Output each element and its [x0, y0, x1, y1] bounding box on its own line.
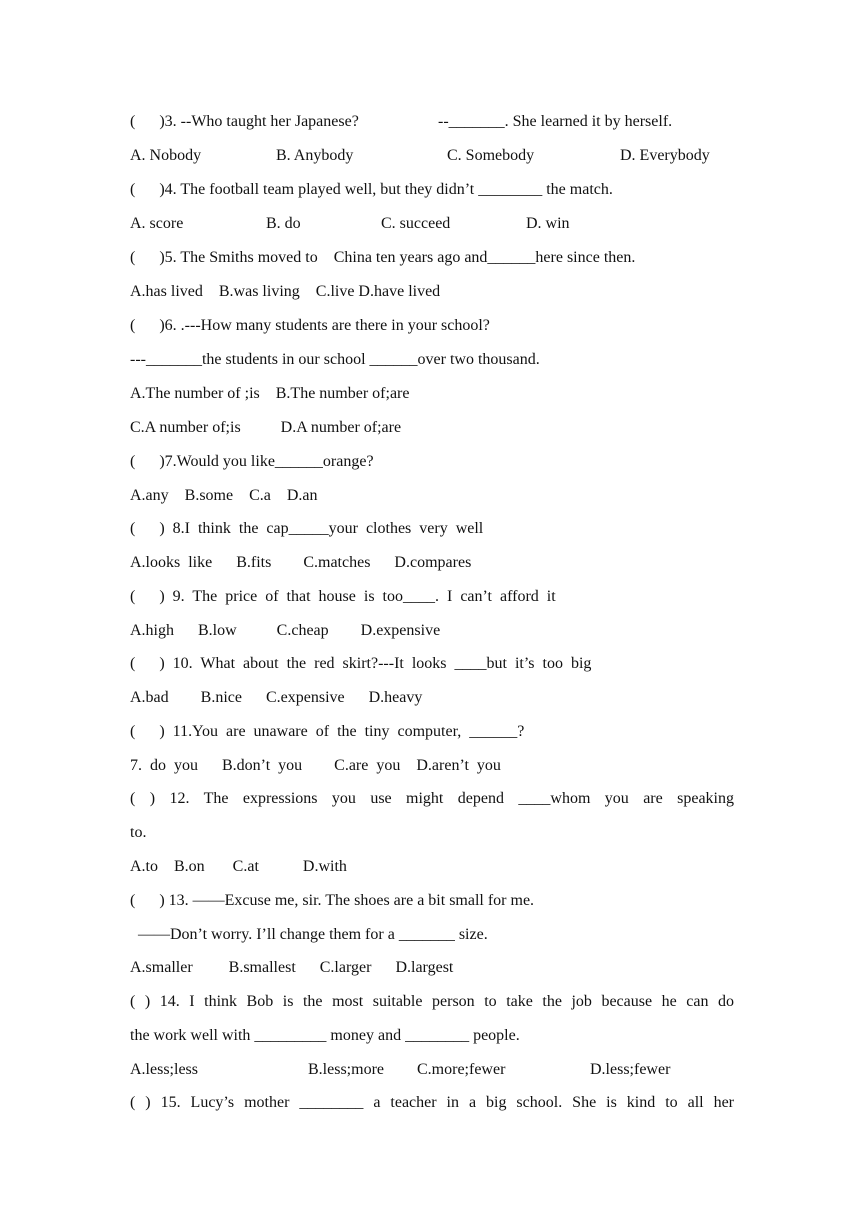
question-13-stem-line-2: ——Don’t worry. I’ll change them for a _______ size.: [130, 926, 488, 943]
question-11-stem: ( ) 11.You are unaware of the tiny computer, ______?: [130, 723, 525, 740]
question-6-stem-line-2: ---_______the students in our school ______over two thousand.: [130, 351, 540, 368]
question-3-option-c: C. Somebody: [447, 147, 535, 164]
question-14-stem: ( ) 14. I think Bob is the most suitable person to take the job because he can do: [130, 993, 734, 1010]
question-12-options: A.to B.on C.at D.with: [130, 858, 347, 875]
question-4-option-d: D. win: [526, 215, 570, 232]
question-3-option-b: B. Anybody: [276, 147, 354, 164]
question-6-options-line-2: C.A number of;is D.A number of;are: [130, 419, 402, 436]
question-7-options: A.any B.some C.a D.an: [130, 487, 318, 504]
question-13-options: A.smaller B.smallest C.larger D.largest: [130, 959, 454, 976]
question-5-stem: ( )5. The Smiths moved to China ten years ago and______here since then.: [130, 249, 636, 266]
question-9-stem: ( ) 9. The price of that house is too____. I can’t afford it: [130, 588, 556, 605]
question-3-stem: ( )3. --Who taught her Japanese?: [130, 113, 359, 130]
question-4-option-a: A. score: [130, 215, 184, 232]
question-14-option-c: C.more;fewer: [417, 1061, 506, 1078]
question-13-stem: ( ) 13. ——Excuse me, sir. The shoes are a bit small for me.: [130, 892, 535, 909]
question-7-stem: ( )7.Would you like______orange?: [130, 453, 374, 470]
question-12-stem: ( ) 12. The expressions you use might depend ____whom you are speaking: [130, 790, 734, 807]
question-6-stem: ( )6. .---How many students are there in your school?: [130, 317, 490, 334]
question-4-option-b: B. do: [266, 215, 301, 232]
question-14-option-d: D.less;fewer: [590, 1061, 671, 1078]
question-14-stem-continued: the work well with _________ money and ________ people.: [130, 1027, 520, 1044]
question-14-option-b: B.less;more: [308, 1061, 384, 1078]
question-4-stem: ( )4. The football team played well, but they didn’t ________ the match.: [130, 181, 613, 198]
question-11-options: 7. do you B.don’t you C.are you D.aren’t you: [130, 757, 501, 774]
question-4-option-c: C. succeed: [381, 215, 451, 232]
question-15-stem: ( ) 15. Lucy’s mother ________ a teacher in a big school. She is kind to all her: [130, 1094, 734, 1111]
question-14-option-a: A.less;less: [130, 1061, 198, 1078]
question-3-reply: --_______. She learned it by herself.: [438, 113, 673, 130]
question-6-options-line-1: A.The number of ;is B.The number of;are: [130, 385, 410, 402]
question-12-stem-continued: to.: [130, 824, 147, 841]
question-9-options: A.high B.low C.cheap D.expensive: [130, 622, 441, 639]
question-8-stem: ( ) 8.I think the cap_____your clothes very well: [130, 520, 484, 537]
question-10-options: A.bad B.nice C.expensive D.heavy: [130, 689, 423, 706]
question-3-option-a: A. Nobody: [130, 147, 202, 164]
question-3-option-d: D. Everybody: [620, 147, 710, 164]
question-8-options: A.looks like B.fits C.matches D.compares: [130, 554, 472, 571]
question-5-options: A.has lived B.was living C.live D.have lived: [130, 283, 441, 300]
question-10-stem: ( ) 10. What about the red skirt?---It looks ____but it’s too big: [130, 655, 592, 672]
